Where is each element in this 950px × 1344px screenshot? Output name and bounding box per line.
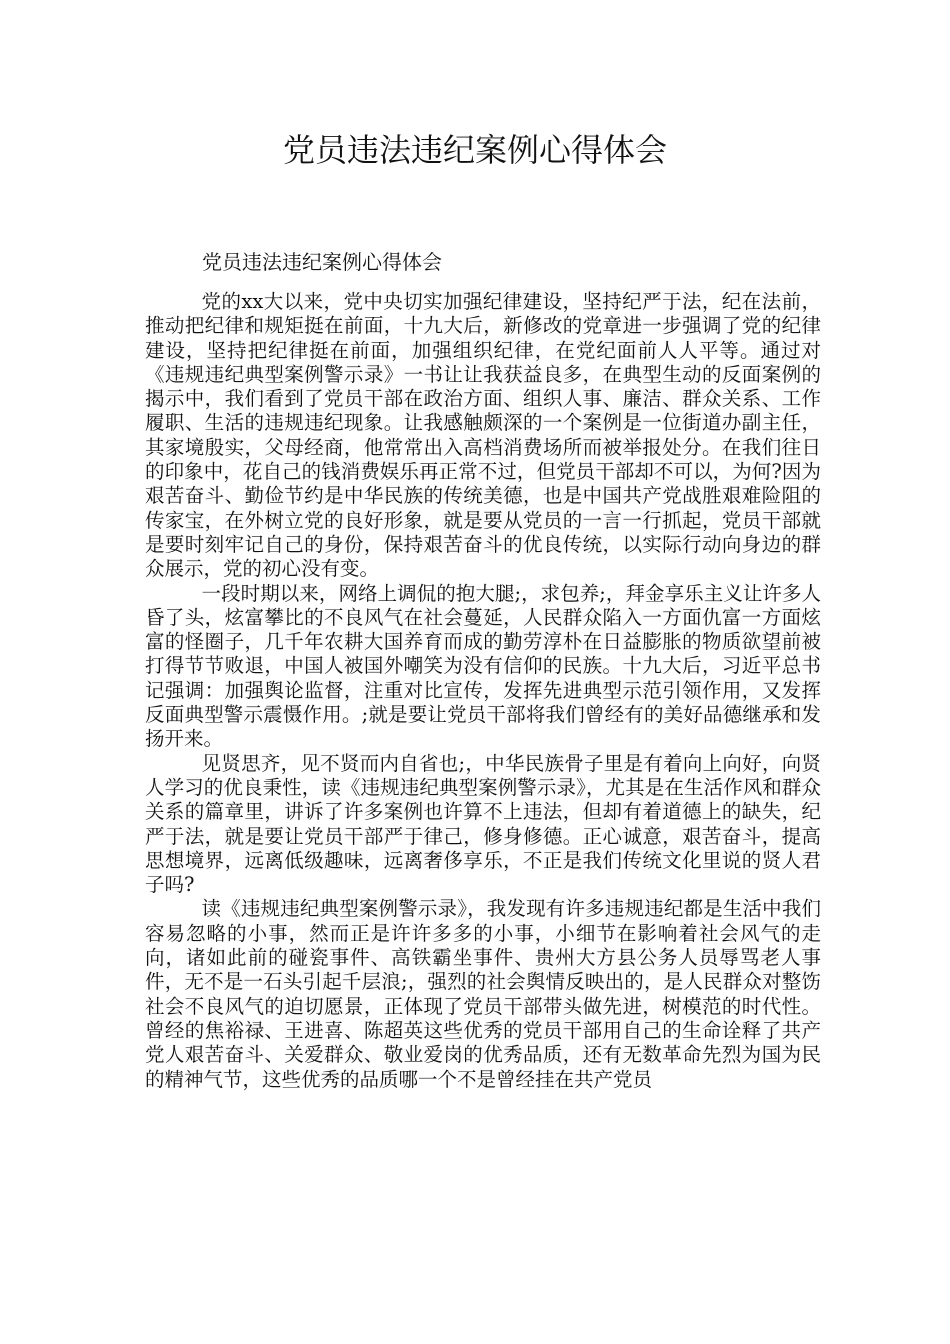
body-paragraph: 一段时期以来，网络上调侃的抱大腿;，求包养;，拜金享乐主义让许多人昏了头，炫富攀比的不良风气在社会蔓延，人民群众陷入一方面仇富一方面炫富的怪圈子，几千年农耕大国养育而成的勤劳淳朴在日益膨胀的物质欲望前被打得节节败退，中国人被国外嘲笑为没有信仰的民族。十九大后，习近平总书记强调：加强舆论监督，注重对比宣传，发挥先进典型示范引领作用，又发挥反面典型警示震慑作用。;就是要让党员干部将我们曾经有的美好品德继承和发扬开来。 xyxy=(145,581,821,751)
body-paragraph: 读《违规违纪典型案例警示录》，我发现有许多违规违纪都是生活中我们容易忽略的小事，然而正是许许多多的小事，小细节在影响着社会风气的走向，诸如此前的碰瓷事件、高铁霸坐事件、贵州大方县公务人员辱骂老人事件，无不是一石头引起千层浪;，强烈的社会舆情反映出的，是人民群众对整饬社会不良风气的迫切愿景，正体现了党员干部带头做先进，树模范的时代性。曾经的焦裕禄、王进喜、陈超英这些优秀的党员干部用自己的生命诠释了共产党人艰苦奋斗、关爱群众、敬业爱岗的优秀品质，还有无数革命先烈为国为民的精神气节，这些优秀的品质哪一个不是曾经挂在共产党员 xyxy=(145,897,821,1091)
document-title: 党员违法违纪案例心得体会 xyxy=(282,131,667,169)
document-subtitle: 党员违法违纪案例心得体会 xyxy=(202,250,442,274)
body-paragraph: 党的xx大以来，党中央切实加强纪律建设，坚持纪严于法，纪在法前，推动把纪律和规矩挺在前面，十九大后，新修改的党章进一步强调了党的纪律建设，坚持把纪律挺在前面，加强组织纪律，在党纪面前人人平等。通过对《违规违纪典型案例警示录》一书让让我获益良多，在典型生动的反面案例的揭示中，我们看到了党员干部在政治方面、组织人事、廉洁、群众关系、工作履职、生活的违规违纪现象。让我感触颇深的一个案例是一位街道办副主任，其家境殷实，父母经商，他常常出入高档消费场所而被举报处分。在我们往日的印象中，花自己的钱消费娱乐再正常不过，但党员干部却不可以，为何?因为艰苦奋斗、勤俭节约是中华民族的传统美德，也是中国共产党战胜艰难险阻的传家宝，在外树立党的良好形象，就是要从党员的一言一行抓起，党员干部就是要时刻牢记自己的身份，保持艰苦奋斗的优良传统，以实际行动向身边的群众展示，党的初心没有变。 xyxy=(145,290,821,581)
body-paragraph: 见贤思齐，见不贤而内自省也;，中华民族骨子里是有着向上向好，向贤人学习的优良秉性，读《违规违纪典型案例警示录》，尤其是在生活作风和群众关系的篇章里，讲诉了许多案例也许算不上违法，但却有着道德上的缺失，纪严于法，就是要让党员干部严于律己，修身修德。正心诚意，艰苦奋斗，提高思想境界，远离低级趣味，远离奢侈享乐，不正是我们传统文化里说的贤人君子吗? xyxy=(145,751,821,897)
document-body xyxy=(145,290,821,1092)
